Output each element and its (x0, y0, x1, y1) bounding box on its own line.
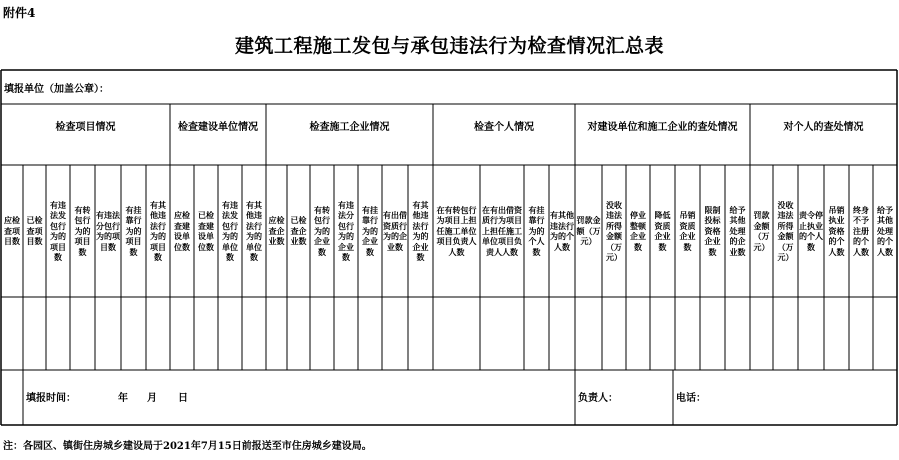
column-header: 有违法分包行为的项目数 (96, 210, 120, 252)
column-header: 罚款金额（万元） (576, 215, 601, 247)
footnote: 注：各园区、镇街住房城乡建设局于2021年7月15日前报送至市住房城乡建设局。 (3, 441, 372, 452)
column-header: 有挂靠行为的个人数 (528, 204, 545, 257)
column-header: 有挂靠行为的项目数 (125, 204, 142, 257)
group-header: 检查项目情况 (55, 122, 116, 133)
group-header: 检查建设单位情况 (178, 122, 258, 133)
column-header: 给予其他处理的个人数 (877, 204, 893, 257)
column-header: 有挂靠行为的企业数 (362, 204, 378, 257)
column-header: 已检查建设单位数 (198, 210, 214, 252)
column-header: 限制投标资格企业数 (704, 204, 721, 257)
phone-label: 电话： (676, 393, 706, 404)
group-header: 检查施工企业情况 (309, 122, 390, 133)
column-header: 吊销执业资格的个人数 (828, 204, 845, 257)
day-label: 日 (178, 393, 188, 404)
column-header: 没收违法所得金额（万元） (606, 199, 622, 262)
column-header: 有其他违法行为的企业数 (412, 199, 429, 262)
column-header: 降低资质企业数 (654, 210, 671, 252)
column-header: 给予其他处理的企业数 (729, 204, 746, 257)
column-header: 没收违法所得金额（万元） (777, 199, 794, 262)
month-label: 月 (147, 393, 157, 404)
column-header: 应检查企业数 (268, 215, 285, 247)
column-header: 责令停止执业的个人数 (799, 210, 823, 252)
column-header: 吊销资质企业数 (679, 210, 696, 252)
column-header: 有转包行为的企业数 (314, 204, 330, 257)
column-header: 有违法分包行为的企业数 (338, 199, 354, 262)
column-header: 有其他违法行为的单位数 (246, 199, 262, 262)
column-header: 罚款金额（万元） (753, 210, 770, 252)
group-header: 对个人的查处情况 (783, 122, 864, 133)
column-header: 应检查建设单位数 (174, 210, 190, 252)
column-header: 终身不予注册的个人数 (853, 204, 869, 257)
column-header: 有违法发包行为的项目数 (50, 199, 66, 262)
annex-label: 附件4 (3, 6, 36, 20)
column-header: 已检查项目数 (26, 215, 43, 247)
group-header: 检查个人情况 (474, 122, 534, 133)
responsible-label: 负责人： (578, 393, 618, 404)
group-header: 对建设单位和施工企业的查处情况 (587, 122, 738, 133)
fill-unit-label: 填报单位（加盖公章）： (4, 84, 109, 95)
fill-time-label: 填报时间： (26, 393, 76, 404)
year-label: 年 (118, 393, 128, 404)
column-header: 在有转包行为项目上担任施工单位项目负责人人数 (436, 204, 477, 257)
column-header: 有出借资质行为的企业数 (383, 210, 407, 252)
column-header: 有其他违法行为的项目数 (150, 199, 166, 262)
column-header: 有其他违法行为的个人数 (550, 210, 574, 252)
column-header: 在有出借资质行为项目上担任施工单位项目负责人人数 (482, 204, 522, 257)
column-header: 已检查企业数 (290, 215, 307, 247)
column-header: 应检查项目数 (4, 215, 20, 247)
page-title: 建筑工程施工发包与承包违法行为检查情况汇总表 (234, 35, 664, 57)
column-header: 停业整顿企业数 (630, 210, 646, 252)
column-header: 有转包行为的项目数 (74, 204, 91, 257)
column-header: 有违法发包行为的单位数 (222, 199, 238, 262)
